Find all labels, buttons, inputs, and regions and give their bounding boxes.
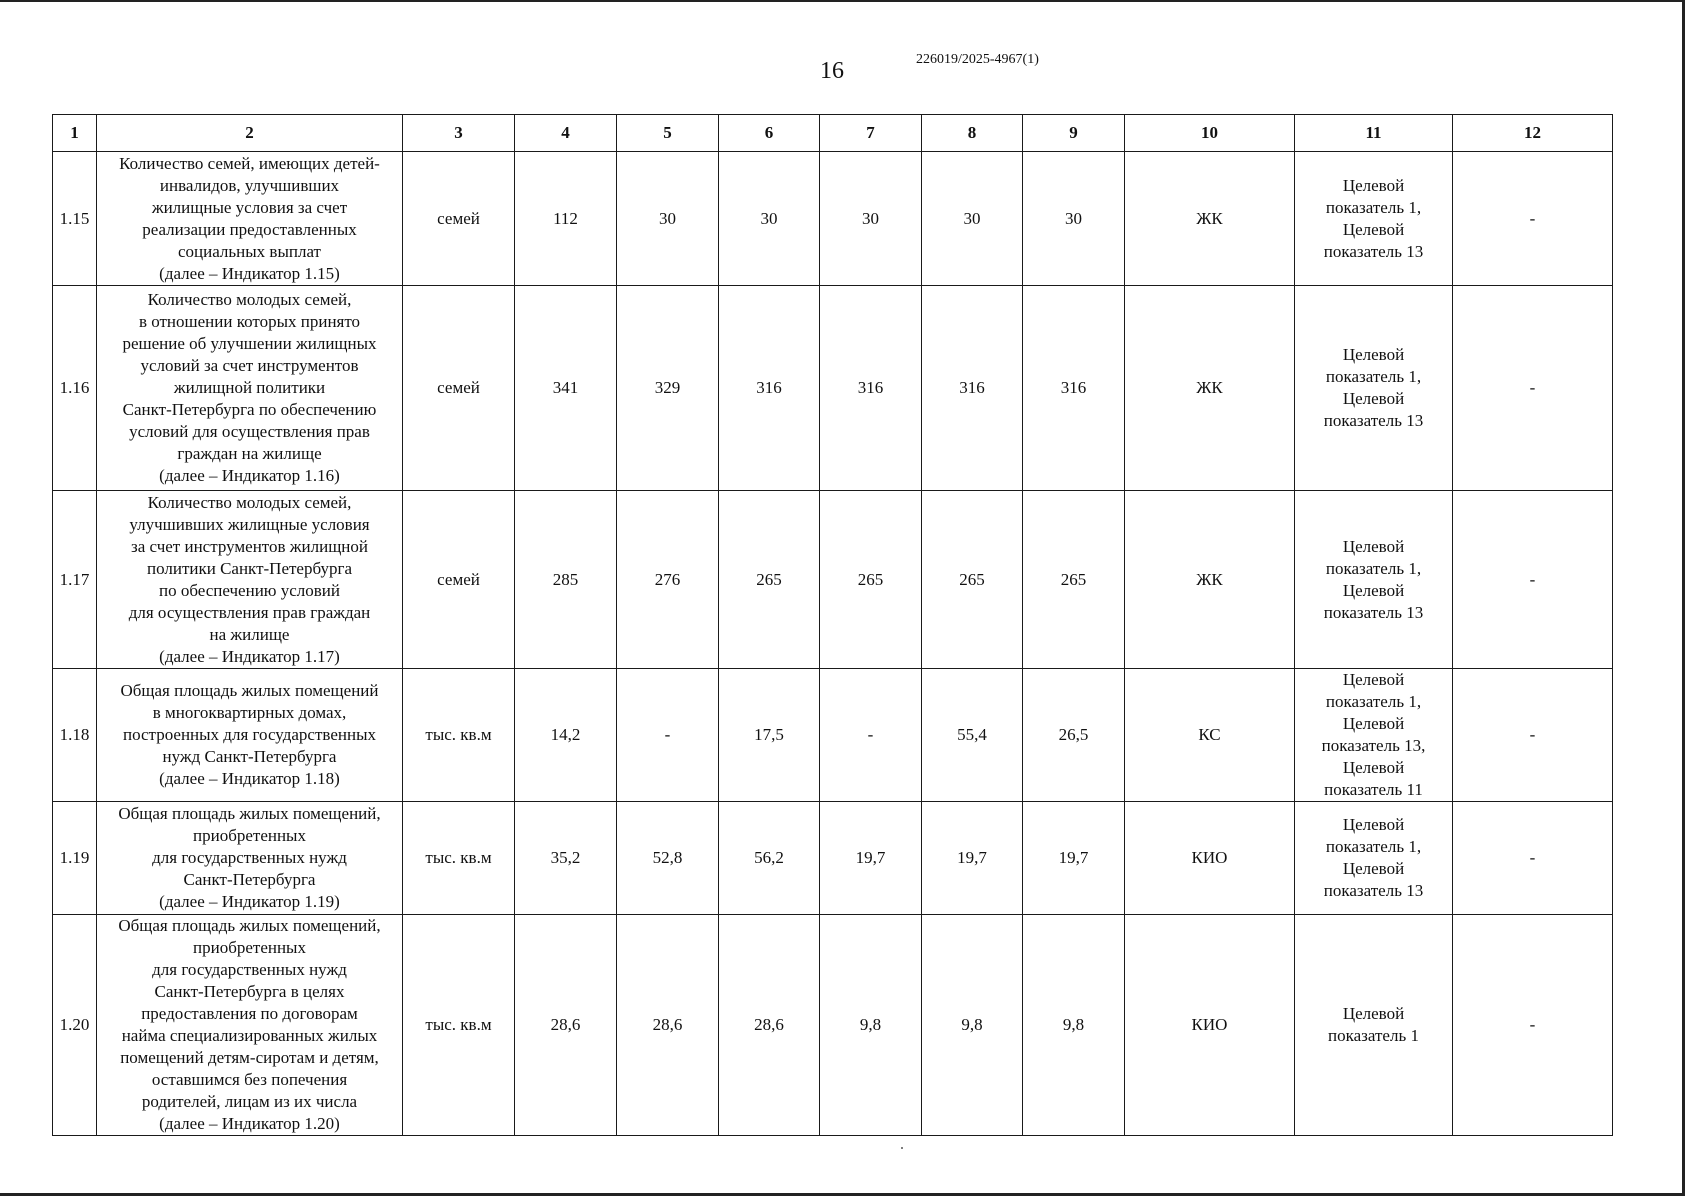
value-cell: 30 [719, 152, 820, 286]
value-cell: 329 [617, 286, 719, 491]
table-row [53, 286, 1613, 491]
row-number: 1.17 [53, 491, 97, 669]
value-cell: 265 [1023, 491, 1125, 669]
value-cell: 56,2 [719, 802, 820, 915]
value-cell: 112 [515, 152, 617, 286]
value-cell: 28,6 [515, 915, 617, 1136]
document-number: 226019/2025-4967(1) [916, 52, 1039, 67]
column-header: 8 [922, 115, 1023, 152]
responsible-cell: ЖК [1125, 491, 1295, 669]
unit-cell: тыс. кв.м [403, 669, 515, 802]
scan-speck [901, 1147, 903, 1149]
value-cell: 265 [820, 491, 922, 669]
value-cell: 265 [719, 491, 820, 669]
indicator-description: Общая площадь жилых помещений, приобретенных для государственных нужд Санкт-Петербурга в целях предоставления по договорам найма специализированных жилых помещений детям-сиротам и детям, оставшимся без попечения родителей, лицам из их числа (далее – Индикатор 1.20) [97, 915, 403, 1136]
value-cell: 19,7 [922, 802, 1023, 915]
unit-cell: тыс. кв.м [403, 802, 515, 915]
table-row [53, 491, 1613, 669]
value-cell: 30 [617, 152, 719, 286]
unit-cell: семей [403, 491, 515, 669]
indicator-description: Количество молодых семей, в отношении которых принято решение об улучшении жилищных условий за счет инструментов жилищной политики Санкт-Петербурга по обеспечению условий для осуществления прав граждан на жилище (далее – Индикатор 1.16) [97, 286, 403, 491]
value-cell: 265 [922, 491, 1023, 669]
value-cell: 9,8 [1023, 915, 1125, 1136]
column-12-cell: - [1453, 802, 1613, 915]
indicator-description: Общая площадь жилых помещений, приобретенных для государственных нужд Санкт-Петербурга (далее – Индикатор 1.19) [97, 802, 403, 915]
value-cell: 30 [922, 152, 1023, 286]
value-cell: 30 [820, 152, 922, 286]
column-header: 6 [719, 115, 820, 152]
table-row [53, 152, 1613, 286]
column-12-cell: - [1453, 286, 1613, 491]
value-cell: 28,6 [719, 915, 820, 1136]
value-cell: 9,8 [820, 915, 922, 1136]
column-header: 5 [617, 115, 719, 152]
column-header: 3 [403, 115, 515, 152]
row-number: 1.19 [53, 802, 97, 915]
value-cell: 19,7 [1023, 802, 1125, 915]
value-cell: 52,8 [617, 802, 719, 915]
responsible-cell: КИО [1125, 915, 1295, 1136]
value-cell: 316 [820, 286, 922, 491]
value-cell: 26,5 [1023, 669, 1125, 802]
row-number: 1.18 [53, 669, 97, 802]
column-header: 7 [820, 115, 922, 152]
value-cell: 316 [1023, 286, 1125, 491]
row-number: 1.15 [53, 152, 97, 286]
header-row [53, 115, 1613, 152]
column-12-cell: - [1453, 915, 1613, 1136]
column-12-cell: - [1453, 491, 1613, 669]
value-cell: 14,2 [515, 669, 617, 802]
row-number: 1.20 [53, 915, 97, 1136]
table-row [53, 802, 1613, 915]
unit-cell: тыс. кв.м [403, 915, 515, 1136]
column-header: 11 [1295, 115, 1453, 152]
unit-cell: семей [403, 152, 515, 286]
indicator-description: Количество семей, имеющих детей- инвалидов, улучшивших жилищные условия за счет реализации предоставленных социальных выплат (далее – Индикатор 1.15) [97, 152, 403, 286]
responsible-cell: ЖК [1125, 152, 1295, 286]
value-cell: 285 [515, 491, 617, 669]
table-row [53, 915, 1613, 1136]
column-header: 12 [1453, 115, 1613, 152]
unit-cell: семей [403, 286, 515, 491]
row-number: 1.16 [53, 286, 97, 491]
column-header: 9 [1023, 115, 1125, 152]
column-header: 2 [97, 115, 403, 152]
value-cell: - [820, 669, 922, 802]
value-cell: 19,7 [820, 802, 922, 915]
goal-indicator-cell: Целевой показатель 1 [1295, 915, 1453, 1136]
indicator-description: Общая площадь жилых помещений в многоквартирных домах, построенных для государственных нужд Санкт-Петербурга (далее – Индикатор 1.18) [97, 669, 403, 802]
column-header: 10 [1125, 115, 1295, 152]
value-cell: 316 [922, 286, 1023, 491]
value-cell: 17,5 [719, 669, 820, 802]
value-cell: 9,8 [922, 915, 1023, 1136]
responsible-cell: ЖК [1125, 286, 1295, 491]
value-cell: 276 [617, 491, 719, 669]
value-cell: 30 [1023, 152, 1125, 286]
column-header: 1 [53, 115, 97, 152]
page-number: 16 [820, 58, 844, 84]
column-12-cell: - [1453, 669, 1613, 802]
table-row [53, 669, 1613, 802]
goal-indicator-cell: Целевой показатель 1, Целевой показатель 13 [1295, 286, 1453, 491]
goal-indicator-cell: Целевой показатель 1, Целевой показатель 13 [1295, 802, 1453, 915]
goal-indicator-cell: Целевой показатель 1, Целевой показатель 13 [1295, 152, 1453, 286]
indicators-table [52, 114, 1613, 1136]
column-12-cell: - [1453, 152, 1613, 286]
value-cell: 28,6 [617, 915, 719, 1136]
value-cell: 316 [719, 286, 820, 491]
goal-indicator-cell: Целевой показатель 1, Целевой показатель 13 [1295, 491, 1453, 669]
value-cell: - [617, 669, 719, 802]
column-header: 4 [515, 115, 617, 152]
indicator-description: Количество молодых семей, улучшивших жилищные условия за счет инструментов жилищной политики Санкт-Петербурга по обеспечению условий для осуществления прав граждан на жилище (далее – Индикатор 1.17) [97, 491, 403, 669]
value-cell: 341 [515, 286, 617, 491]
responsible-cell: КИО [1125, 802, 1295, 915]
value-cell: 35,2 [515, 802, 617, 915]
value-cell: 55,4 [922, 669, 1023, 802]
goal-indicator-cell: Целевой показатель 1, Целевой показатель 13, Целевой показатель 11 [1295, 669, 1453, 802]
responsible-cell: КС [1125, 669, 1295, 802]
